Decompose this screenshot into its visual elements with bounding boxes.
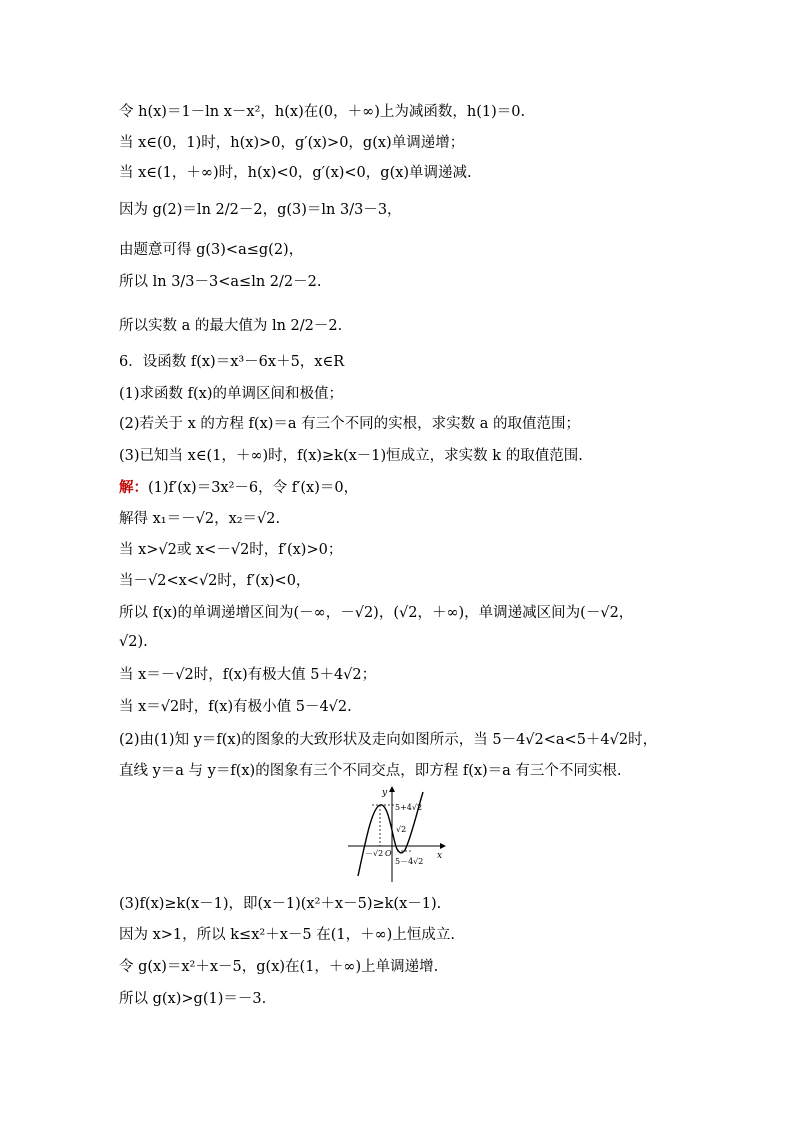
solution-label: 解： xyxy=(119,479,148,496)
text-line: 直线 y＝a 与 y＝f(x)的图象有三个不同交点，即方程 f(x)＝a 有三个不同实根. xyxy=(119,763,622,779)
text-line: 所以实数 a 的最大值为 ln 2/2－2. xyxy=(119,318,343,334)
text-line: (3)f(x)≥k(x－1)，即(x－1)(x²＋x－5)≥k(x－1). xyxy=(119,896,442,912)
text-line: 当 x∈(1，＋∞)时，h(x)<0，g′(x)<0，g(x)单调递减. xyxy=(119,165,472,181)
text-line: 当 x＝－√2时，f(x)有极大值 5＋4√2； xyxy=(119,667,377,683)
problem-title: 6．设函数 f(x)＝x³－6x＋5，x∈R xyxy=(119,354,345,370)
origin-label: O xyxy=(385,849,392,858)
question-2: (2)若关于 x 的方程 f(x)＝a 有三个不同的实根，求实数 a 的取值范围； xyxy=(119,416,581,432)
text-line: 所以 g(x)>g(1)＝－3. xyxy=(119,991,267,1007)
text-line: 所以 ln 3/3－3<a≤ln 2/2－2. xyxy=(119,274,322,290)
text-line: 由题意可得 g(3)<a≤g(2)， xyxy=(119,242,304,258)
y-axis-label: y xyxy=(382,788,388,798)
solution-first-line xyxy=(119,478,358,498)
text-line: 解得 x₁＝－√2，x₂＝√2. xyxy=(119,511,281,527)
text-line: 令 g(x)＝x²＋x－5，g(x)在(1，＋∞)上单调递增. xyxy=(119,959,439,975)
text-span: (1)f′(x)＝3x²－6，令 f′(x)＝0， xyxy=(148,480,359,496)
x-axis-label: x xyxy=(437,851,443,861)
sqrt2-label: √2 xyxy=(396,825,407,834)
text-line: 所以 f(x)的单调递增区间为(－∞，－√2)，(√2，＋∞)，单调递减区间为(－√2， xyxy=(119,605,634,621)
text-line: 令 h(x)＝1－ln x－x²，h(x)在(0，＋∞)上为减函数，h(1)＝0. xyxy=(119,104,526,120)
min-value-label: 5－4√2 xyxy=(395,857,424,866)
text-line: √2). xyxy=(119,634,148,650)
neg-sqrt2-label: －√2 xyxy=(365,849,384,858)
max-value-label: 5+4√2 xyxy=(395,803,423,812)
text-line: 因为 x>1，所以 k≤x²＋x－5 在(1，＋∞)上恒成立. xyxy=(119,927,455,943)
text-line: 当 x∈(0，1)时，h(x)>0，g′(x)>0，g(x)单调递增； xyxy=(119,135,465,151)
text-line: 当 x＝√2时，f(x)有极小值 5－4√2. xyxy=(119,699,352,715)
text-line: 因为 g(2)＝ln 2/2－2，g(3)＝ln 3/3－3， xyxy=(119,202,402,218)
x-axis-arrow xyxy=(440,843,446,849)
cubic-function-graph xyxy=(345,784,447,884)
question-1: (1)求函数 f(x)的单调区间和极值； xyxy=(119,386,344,402)
question-3: (3)已知当 x∈(1，＋∞)时，f(x)≥k(x－1)恒成立，求实数 k 的取值范围. xyxy=(119,448,583,464)
text-line: 当 x>√2或 x<－√2时，f′(x)>0； xyxy=(119,542,343,558)
y-axis-arrow xyxy=(389,786,395,792)
text-line: (2)由(1)知 y＝f(x)的图象的大致形状及走向如图所示，当 5－4√2<a<5＋4√2时， xyxy=(119,732,658,748)
text-line: 当－√2<x<√2时，f′(x)<0， xyxy=(119,573,311,589)
